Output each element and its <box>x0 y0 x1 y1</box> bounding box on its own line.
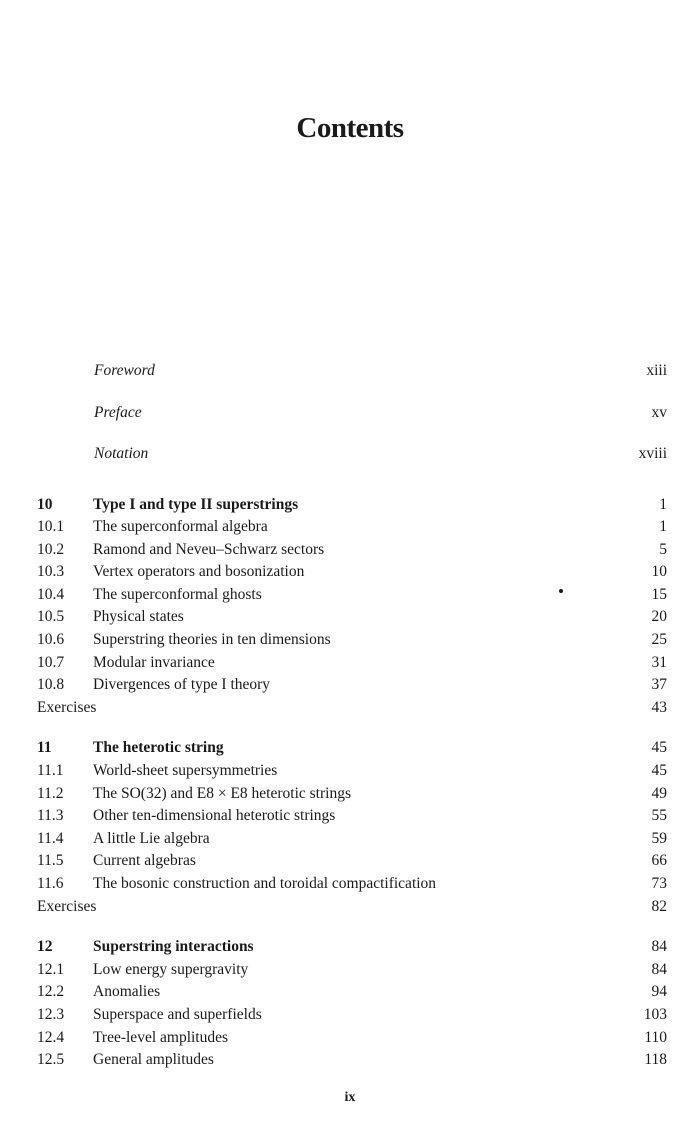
toc-entry-page: xiii <box>646 362 667 379</box>
section-title: Superspace and superfields <box>93 1005 262 1023</box>
section-page: 59 <box>651 829 667 847</box>
section-number: 10.7 <box>37 653 65 671</box>
toc-entry-title: Preface <box>94 403 142 421</box>
section-title: World-sheet supersymmetries <box>93 762 278 780</box>
section-title: Vertex operators and bosonization <box>93 563 305 581</box>
section-title: Ramond and Neveu–Schwarz sectors <box>93 540 325 558</box>
section-page: 94 <box>651 983 667 1001</box>
section-page: 55 <box>651 807 667 825</box>
section-title: The SO(32) and E8 × E8 heterotic strings <box>93 784 351 802</box>
section-page: 10 <box>651 563 667 581</box>
section-title: General amplitudes <box>93 1051 214 1069</box>
page-title: Contents <box>296 112 404 144</box>
section-row[interactable] <box>37 873 667 896</box>
section-row[interactable] <box>37 760 667 783</box>
section-title: The bosonic construction and toroidal compactification <box>93 875 437 892</box>
section-number: 10.4 <box>37 585 65 603</box>
section-number: 11.5 <box>37 852 64 870</box>
section-number: 11.1 <box>37 762 64 780</box>
toc-entry-title: Foreword <box>94 362 155 379</box>
chapter-page: 45 <box>651 739 667 757</box>
exercises-page: 43 <box>651 698 667 716</box>
section-row[interactable] <box>37 1049 667 1072</box>
section-page: 110 <box>644 1028 667 1046</box>
chapter-number: 10 <box>37 495 53 513</box>
section-page: 31 <box>651 653 667 671</box>
section-row[interactable] <box>37 1027 667 1050</box>
table-of-contents <box>37 362 667 1072</box>
section-title: A little Lie algebra <box>93 829 210 847</box>
section-number: 12.2 <box>37 983 65 1001</box>
section-number: 11.6 <box>37 875 64 892</box>
section-title: The superconformal algebra <box>93 518 268 536</box>
section-number: 10.6 <box>37 631 65 649</box>
section-row[interactable] <box>37 805 667 828</box>
section-row[interactable] <box>37 629 667 652</box>
section-number: 12.5 <box>37 1051 65 1069</box>
section-page: 84 <box>651 960 667 978</box>
page-number: ix <box>344 1090 356 1105</box>
section-title: Superstring theories in ten dimensions <box>93 631 331 649</box>
section-page: 49 <box>651 784 667 802</box>
section-row[interactable] <box>37 959 667 982</box>
section-row[interactable] <box>37 561 667 584</box>
chapter-heading[interactable] <box>37 494 667 517</box>
chapter-12 <box>37 936 667 1072</box>
chapter-number: 12 <box>37 938 53 956</box>
section-row[interactable] <box>37 850 667 873</box>
section-number: 10.1 <box>37 518 65 536</box>
section-title: Current algebras <box>93 852 196 870</box>
section-row[interactable] <box>37 674 667 697</box>
toc-entry-page: xv <box>651 403 667 421</box>
section-number: 11.2 <box>37 784 64 802</box>
section-row[interactable] <box>37 539 667 562</box>
section-page: 118 <box>644 1051 667 1069</box>
section-number: 10.5 <box>37 608 65 626</box>
exercises-label: Exercises <box>37 897 97 915</box>
chapter-number: 11 <box>37 739 52 757</box>
section-row[interactable] <box>37 783 667 806</box>
section-page: 25 <box>651 631 667 649</box>
section-page: 73 <box>651 875 667 892</box>
chapter-10 <box>37 494 667 720</box>
section-number: 10.8 <box>37 676 65 694</box>
chapter-heading[interactable] <box>37 936 667 959</box>
chapter-11 <box>37 737 667 918</box>
section-page: 20 <box>651 608 667 626</box>
ink-speck <box>559 589 563 593</box>
section-page: 1 <box>659 518 667 536</box>
chapter-page: 84 <box>651 938 667 956</box>
toc-entry-page: xviii <box>638 445 667 462</box>
section-number: 10.2 <box>37 540 65 558</box>
section-title: Low energy supergravity <box>93 960 249 978</box>
section-title: The superconformal ghosts <box>93 585 262 603</box>
chapter-title: Type I and type II superstrings <box>93 495 299 513</box>
chapter-title: Superstring interactions <box>93 938 254 956</box>
section-number: 12.4 <box>37 1028 65 1046</box>
toc-entry-title: Notation <box>94 445 149 462</box>
toc-preface[interactable] <box>37 404 667 446</box>
chapter-heading[interactable] <box>37 737 667 760</box>
section-title: Modular invariance <box>93 653 215 671</box>
exercises-page: 82 <box>651 897 667 915</box>
section-number: 10.3 <box>37 563 65 581</box>
section-row[interactable] <box>37 652 667 675</box>
section-page: 37 <box>651 676 667 694</box>
section-title: Other ten-dimensional heterotic strings <box>93 807 336 825</box>
chapter-page: 1 <box>659 495 667 513</box>
section-row[interactable] <box>37 606 667 629</box>
section-title: Physical states <box>93 608 184 626</box>
section-title: Tree-level amplitudes <box>93 1028 229 1046</box>
section-row[interactable] <box>37 516 667 539</box>
exercises-row[interactable] <box>37 697 667 720</box>
section-title: Divergences of type I theory <box>93 676 271 694</box>
section-row[interactable] <box>37 828 667 851</box>
section-page: 103 <box>643 1005 667 1023</box>
section-number: 11.3 <box>37 807 64 825</box>
toc-foreword[interactable] <box>37 362 667 404</box>
section-number: 11.4 <box>37 829 64 847</box>
chapter-title: The heterotic string <box>93 739 224 757</box>
section-number: 12.3 <box>37 1005 65 1023</box>
exercises-row[interactable] <box>37 896 667 919</box>
section-page: 5 <box>659 540 667 558</box>
section-page: 15 <box>651 585 667 603</box>
section-number: 12.1 <box>37 960 65 978</box>
section-page: 45 <box>651 762 667 780</box>
section-page: 66 <box>651 852 667 870</box>
section-row[interactable] <box>37 1004 667 1027</box>
section-title: Anomalies <box>93 983 161 1001</box>
section-row[interactable] <box>37 584 667 607</box>
toc-notation[interactable] <box>37 445 667 487</box>
exercises-label: Exercises <box>37 698 97 716</box>
section-row[interactable] <box>37 981 667 1004</box>
